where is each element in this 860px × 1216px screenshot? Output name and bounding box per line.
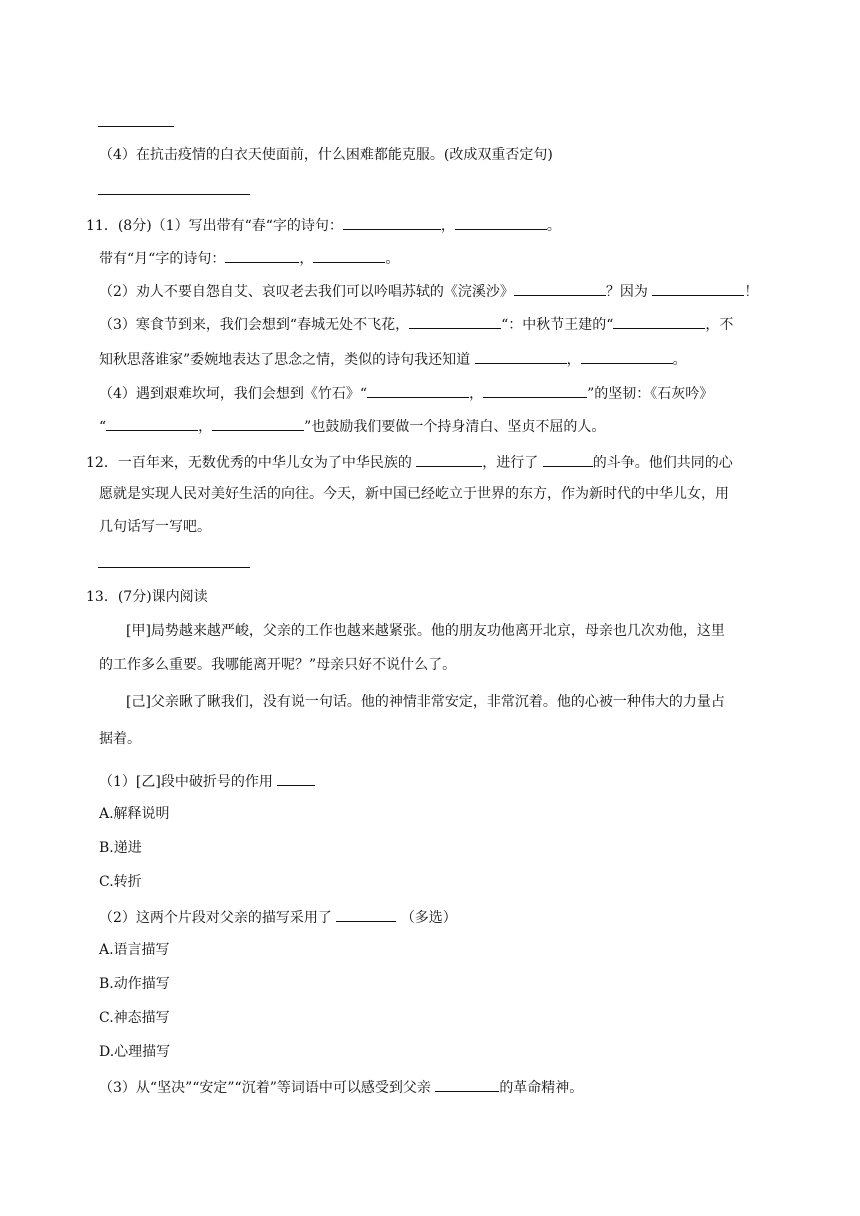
q13-title: 课内阅读	[151, 589, 208, 605]
answer-blank[interactable]	[277, 770, 315, 786]
q13-sub2	[99, 906, 457, 928]
option-item[interactable]: B.动作描写	[99, 976, 170, 992]
q11-part1-prompt: （1）写出带有“春“字的诗句：	[151, 218, 343, 234]
q12-text: 一百年来，无数优秀的中华儿女为了中华民族的	[117, 455, 412, 471]
q11-line7	[99, 415, 605, 437]
punct: 。	[385, 251, 400, 267]
passage-yi-line1: [己]父亲瞅了瞅我们，没有说一句话。他的神情非常安定，非常沉着。他的心被一种伟大的力量占	[126, 694, 725, 710]
answer-blank[interactable]	[336, 906, 396, 922]
option-item[interactable]: A.解释说明	[99, 806, 170, 822]
answer-line[interactable]	[98, 567, 250, 568]
passage-jia-line2: 的工作多么重要。我哪能离开呢？”母亲只好不说什么了。	[99, 657, 457, 673]
answer-blank[interactable]	[543, 451, 593, 467]
punct: ，	[299, 251, 314, 267]
answer-line[interactable]	[98, 126, 174, 127]
answer-blank[interactable]	[483, 382, 587, 398]
answer-blank[interactable]	[652, 280, 744, 296]
punct: 。	[672, 352, 687, 368]
answer-blank[interactable]	[367, 382, 469, 398]
answer-blank[interactable]	[225, 247, 299, 263]
q11-line5	[99, 348, 687, 370]
punct: “	[99, 419, 107, 435]
question-number: 11．	[86, 218, 118, 234]
q11-part3-cont: 知秋思落谁家”委婉地表达了思念之情，类似的诗句我还知道	[99, 352, 471, 368]
q13-header	[86, 587, 208, 607]
q11-line4	[99, 313, 733, 335]
q10-item4: （4）在抗击疫情的白衣天使面前，什么困难都能克服。(改成双重否定句)	[99, 147, 553, 163]
q12-text: ，进行了	[482, 455, 539, 471]
q11-part4-mid: ”的坚韧：《石灰吟》	[587, 386, 714, 402]
q11-line6	[99, 382, 713, 404]
q13-sub1	[99, 770, 315, 792]
option-item[interactable]: C.转折	[99, 874, 142, 890]
option-item[interactable]: C.神态描写	[99, 1010, 170, 1026]
punct: ，	[469, 386, 484, 402]
answer-blank[interactable]	[106, 415, 198, 431]
q13-sub3-end: 的革命精神。	[499, 1080, 584, 1096]
answer-blank[interactable]	[613, 313, 705, 329]
q11-part2-because: ？因为	[605, 284, 648, 300]
punct: ，	[440, 218, 455, 234]
option-item[interactable]: B.递进	[99, 840, 142, 856]
q12-line3: 几句话写一写吧。	[99, 519, 211, 535]
q12-line1	[86, 451, 733, 473]
q11-part1b-prompt: 带有“月“字的诗句：	[99, 251, 226, 267]
answer-blank[interactable]	[455, 214, 547, 230]
answer-blank[interactable]	[475, 348, 567, 364]
answer-blank[interactable]	[581, 348, 673, 364]
q11-part4-prompt: （4）遇到艰难坎坷，我们会想到《竹石》“	[99, 386, 368, 402]
q11-line3	[99, 280, 758, 302]
question-number: 13．	[86, 589, 118, 605]
q12-line2: 愿就是实现人民对美好生活的向往。今天，新中国已经屹立于世界的东方，作为新时代的中华儿女，用	[99, 486, 729, 502]
answer-blank[interactable]	[343, 214, 441, 230]
q11-part3-mid: “：中秋节王建的“	[501, 317, 614, 333]
answer-blank[interactable]	[212, 415, 304, 431]
answer-blank[interactable]	[313, 247, 385, 263]
answer-line[interactable]	[98, 194, 250, 195]
option-item[interactable]: A.语言描写	[99, 942, 170, 958]
punct: ，	[566, 352, 581, 368]
q13-sub2-note: （多选）	[400, 910, 457, 926]
punct: 。	[546, 218, 561, 234]
answer-blank[interactable]	[409, 313, 501, 329]
question-score: (8分)	[117, 218, 152, 234]
q11-part2-prompt: （2）劝人不要自怨自艾、哀叹老去我们可以吟唱苏轼的《浣溪沙》	[99, 284, 514, 300]
q11-part4-end: ”也鼓励我们要做一个持身清白、坚贞不屈的人。	[304, 419, 606, 435]
passage-jia-line1: [甲]局势越来越严峻，父亲的工作也越来越紧张。他的朋友功他离开北京，母亲也几次劝他，这里	[126, 623, 725, 639]
answer-blank[interactable]	[416, 451, 482, 467]
q13-sub3	[99, 1076, 583, 1098]
q11-part3-prompt: （3）寒食节到来，我们会想到“春城无处不飞花，	[99, 317, 410, 333]
q12-text: 的斗争。他们共同的心	[592, 455, 733, 471]
q11-part3-end: ，不	[705, 317, 734, 333]
option-item[interactable]: D.心理描写	[99, 1044, 171, 1060]
passage-yi-line2: 据着。	[99, 731, 141, 747]
q13-sub2-prompt: （2）这两个片段对父亲的描写采用了	[99, 910, 332, 926]
punct: ！	[744, 284, 759, 300]
question-score: (7分)	[117, 589, 152, 605]
question-number: 12．	[86, 455, 118, 471]
answer-blank[interactable]	[514, 280, 606, 296]
q11-line1	[86, 214, 561, 236]
q13-sub1-prompt: （1）[乙]段中破折号的作用	[99, 774, 273, 790]
answer-blank[interactable]	[435, 1076, 499, 1092]
q13-sub3-prompt: （3）从“坚决”“安定”“沉着”等词语中可以感受到父亲	[99, 1080, 431, 1096]
q11-line2	[99, 247, 399, 269]
punct: ，	[198, 419, 213, 435]
